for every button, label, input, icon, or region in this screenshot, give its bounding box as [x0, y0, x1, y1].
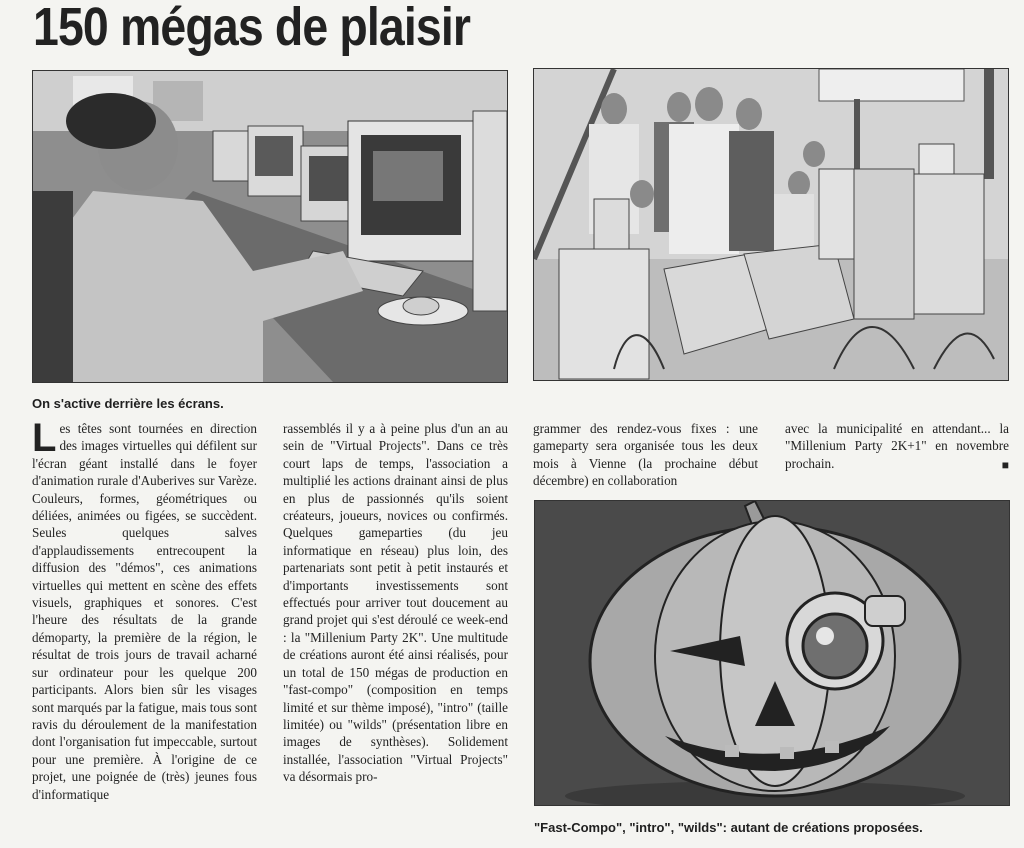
photo1-caption: On s'active derrière les écrans. [32, 396, 224, 411]
article-column-3: grammer des rendez-vous fixes : une gameparty sera organisée tous les deux mois à Vienne (la prochaine début décembre) en collaboration [533, 421, 758, 489]
article-column-2: rassemblés il y a à peine plus d'un an au sein de "Virtual Projects". Dans ce très court laps de temps, l'association a multiplié les actions drainant ainsi de plus en plus de passionnés qu'ils soient créateurs, joueurs, novices ou confirmés. Quelques gameparties (du jeu informatique en réseau) plus loin, des partenariats sont petit à petit instaurés et d'importants investissements sont effectués pour arriver tout doucement au grand projet qui s'est déroulé ce week-end : la "Millenium Party 2K". Une multitude de créations auront été ainsi réalisés, pour un total de 150 mégas de production en "fast-compo" (composition en temps limité et sur thème imposé), "intro" (taille limitée) ou "wilds" (présentation libre en images de synthèses). Solidement installée, l'association "Virtual Projects" va désormais pro- [283, 421, 508, 785]
photo3-caption: "Fast-Compo", "intro", "wilds": autant de créations proposées. [534, 820, 923, 835]
article-column-1 [32, 416, 257, 803]
photo-person-at-computer [32, 70, 508, 383]
photo-group-around-computers [533, 68, 1009, 381]
article-column-1-text: es têtes sont tournées en direction des images virtuelles qui défilent sur l'écran géant installé dans le foyer d'animation rurale d'Auberives sur Varèze. Couleurs, formes, géométriques ou déliées, animées ou figées, se succèdent. Seules quelques salves d'applaudissements entrecoupent la diffusion des "démos", ces animations virtuelles qui mettent en scène des effets visuels, graphiques et sonores. C'est l'heure des résultats de la grande démoparty, la première de la région, le résultat de trois jours de travail acharné sur ordinateur pour les quelque 200 participants. Alors bien sûr les visages sont marqués par la fatigue, mais tous sont ravis du déroulement de la manifestation dont l'organisation fut impeccable, surtout pour une première. À l'origine de ce projet, une poignée de (très) jeunes fous d'informatique [32, 421, 257, 802]
article-column-4-text: avec la municipalité en attendant... la "Millenium Party 2K+1" en novembre prochain. [785, 421, 1009, 471]
pumpkin-illustration [534, 500, 1010, 806]
headline: 150 mégas de plaisir [33, 0, 471, 57]
dropcap: L [32, 416, 57, 460]
article-column-4 [785, 420, 1009, 474]
end-mark-icon: ■ [1001, 457, 1009, 472]
